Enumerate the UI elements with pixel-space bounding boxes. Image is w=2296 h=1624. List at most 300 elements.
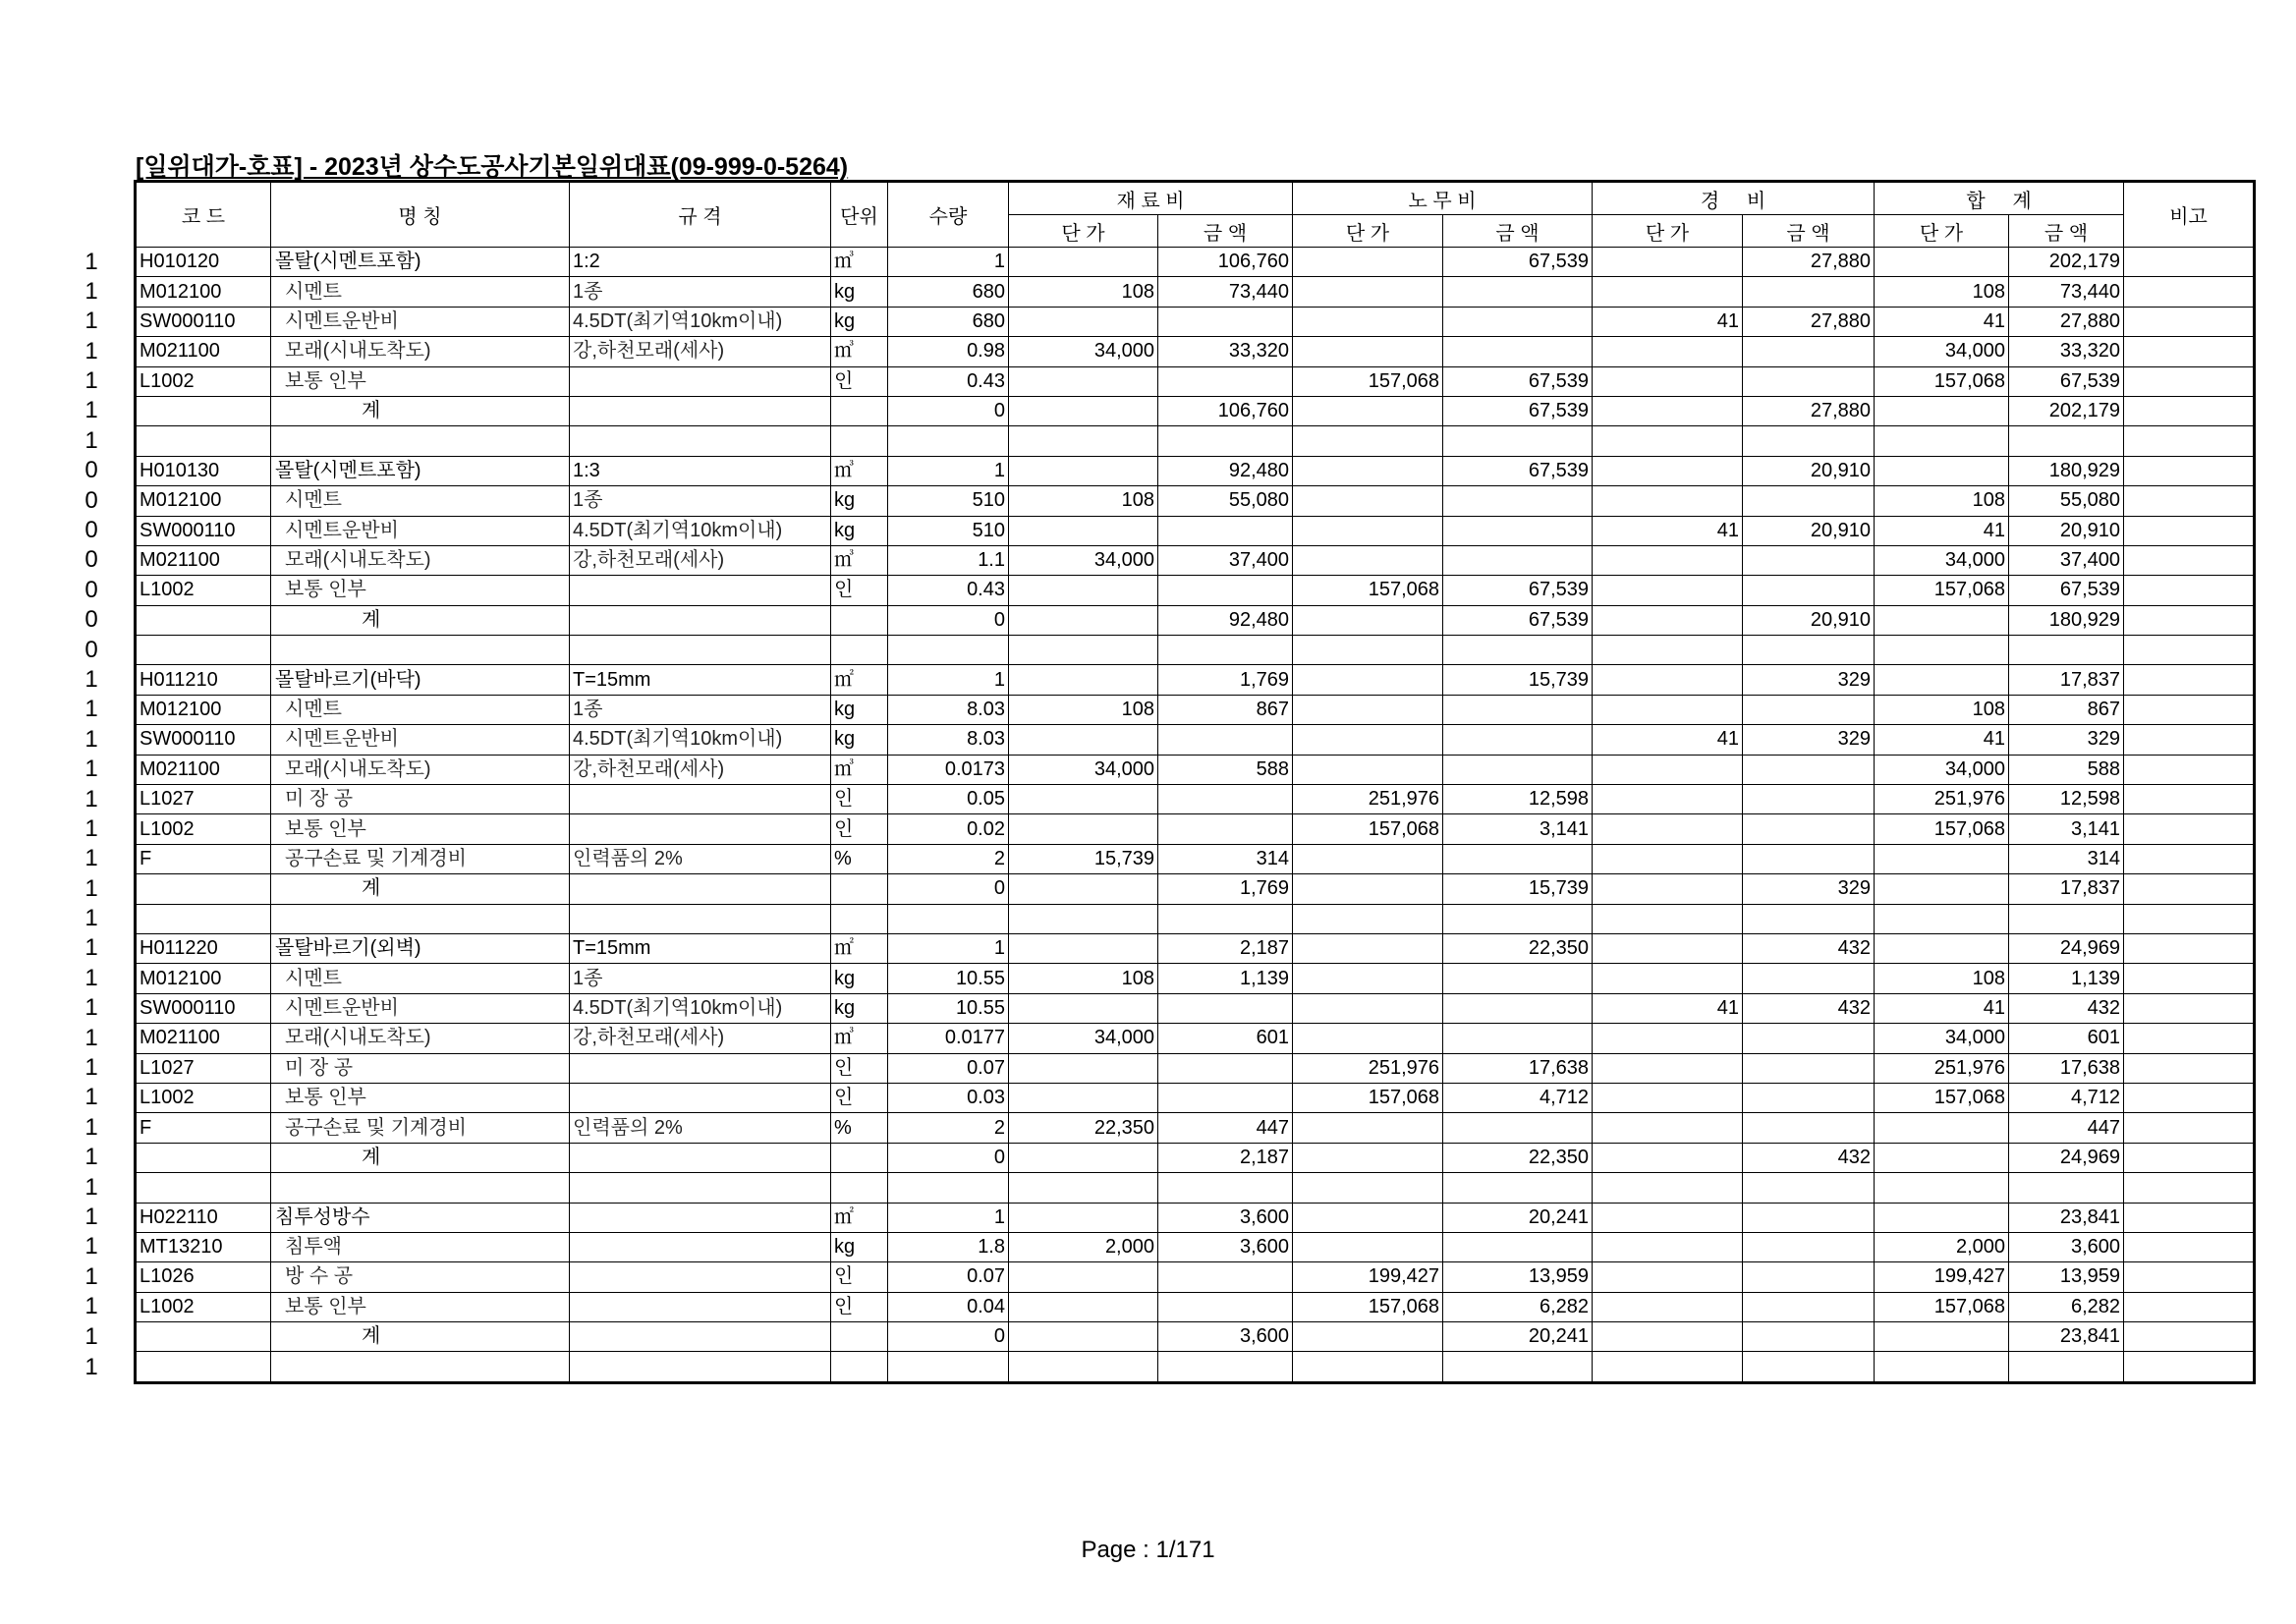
cell-expense-amount: [1743, 1173, 1875, 1203]
cell-labor-unit-price: [1293, 993, 1443, 1023]
table-row: [136, 814, 2255, 844]
cell-name: [271, 1173, 570, 1203]
cell-qty: 0: [888, 1143, 1009, 1172]
cell-name: 공구손료 및 기계경비: [271, 1113, 570, 1143]
cell-labor-amount: [1443, 486, 1593, 516]
cell-total-unit-price: [1875, 1173, 2009, 1203]
cell-material-unit-price: 108: [1009, 964, 1158, 993]
cell-material-amount: 92,480: [1158, 456, 1293, 485]
cell-unit: ㎥: [831, 248, 888, 277]
cell-labor-unit-price: [1293, 1143, 1443, 1172]
cell-labor-amount: 20,241: [1443, 1322, 1593, 1352]
cell-name: 시멘트: [271, 277, 570, 307]
cell-name: 몰탈(시멘트포함): [271, 456, 570, 485]
row-flag: 1: [84, 1024, 98, 1051]
cell-qty: 0.02: [888, 814, 1009, 844]
cell-qty: 1: [888, 456, 1009, 485]
cell-expense-unit-price: [1593, 814, 1743, 844]
cell-qty: 10.55: [888, 964, 1009, 993]
cell-remark: [2124, 1352, 2255, 1382]
cell-labor-amount: [1443, 277, 1593, 307]
row-flag: 1: [84, 1233, 98, 1260]
cell-expense-unit-price: [1593, 1113, 1743, 1143]
row-flag: 1: [84, 1084, 98, 1111]
cell-qty: 0: [888, 874, 1009, 904]
cell-expense-unit-price: [1593, 1232, 1743, 1261]
cell-total-unit-price: 108: [1875, 277, 2009, 307]
cell-name: 시멘트: [271, 964, 570, 993]
cell-name: 시멘트운반비: [271, 516, 570, 545]
cell-total-amount: 17,837: [2009, 665, 2124, 695]
header-spec: 규 격: [570, 182, 831, 248]
cell-total-amount: [2009, 1352, 2124, 1382]
blank-row: [136, 636, 2255, 665]
cell-total-amount: 329: [2009, 725, 2124, 755]
cell-spec: [570, 636, 831, 665]
cell-name: 몰탈바르기(바닥): [271, 665, 570, 695]
cell-code: [136, 1352, 271, 1382]
cell-remark: [2124, 785, 2255, 814]
cell-expense-unit-price: [1593, 636, 1743, 665]
cell-qty: 0.43: [888, 576, 1009, 605]
cell-remark: [2124, 486, 2255, 516]
cell-unit: ㎥: [831, 755, 888, 784]
cell-remark: [2124, 307, 2255, 336]
cell-labor-unit-price: 157,068: [1293, 366, 1443, 396]
cell-name: 시멘트: [271, 486, 570, 516]
cell-material-unit-price: [1009, 993, 1158, 1023]
cell-remark: [2124, 516, 2255, 545]
cell-name: 계: [271, 874, 570, 904]
cell-total-unit-price: 41: [1875, 516, 2009, 545]
cell-material-unit-price: [1009, 725, 1158, 755]
cell-total-amount: 588: [2009, 755, 2124, 784]
cell-expense-unit-price: [1593, 1352, 1743, 1382]
cell-material-amount: 106,760: [1158, 248, 1293, 277]
cell-material-amount: 1,769: [1158, 665, 1293, 695]
cell-total-amount: 27,880: [2009, 307, 2124, 336]
cell-total-amount: [2009, 426, 2124, 456]
cell-expense-unit-price: [1593, 755, 1743, 784]
row-flag: 1: [84, 964, 98, 991]
cell-spec: [570, 1203, 831, 1232]
cell-spec: 4.5DT(최기역10km이내): [570, 725, 831, 755]
cell-spec: [570, 814, 831, 844]
cell-qty: 0.07: [888, 1053, 1009, 1083]
cell-code: H010120: [136, 248, 271, 277]
cell-qty: 0.98: [888, 337, 1009, 366]
cell-remark: [2124, 426, 2255, 456]
cell-qty: 10.55: [888, 993, 1009, 1023]
cell-expense-amount: [1743, 1203, 1875, 1232]
cell-labor-unit-price: 157,068: [1293, 814, 1443, 844]
cell-total-amount: 33,320: [2009, 337, 2124, 366]
cell-code: H010130: [136, 456, 271, 485]
subtotal-row: [136, 1143, 2255, 1172]
cell-expense-amount: 329: [1743, 874, 1875, 904]
cell-expense-amount: [1743, 1113, 1875, 1143]
cell-remark: [2124, 1173, 2255, 1203]
table-row: [136, 366, 2255, 396]
table-row: [136, 1053, 2255, 1083]
cell-labor-unit-price: 157,068: [1293, 1292, 1443, 1321]
cell-total-amount: 55,080: [2009, 486, 2124, 516]
cell-name: 공구손료 및 기계경비: [271, 844, 570, 873]
cell-unit: 인: [831, 785, 888, 814]
cell-total-unit-price: 2,000: [1875, 1232, 2009, 1261]
cell-labor-unit-price: [1293, 1173, 1443, 1203]
cell-labor-amount: 67,539: [1443, 456, 1593, 485]
cell-unit: kg: [831, 486, 888, 516]
header-qty: 수량: [888, 182, 1009, 248]
cell-labor-amount: 13,959: [1443, 1262, 1593, 1292]
cell-name: 모래(시내도착도): [271, 337, 570, 366]
cell-material-amount: 37,400: [1158, 545, 1293, 575]
cell-name: 침투액: [271, 1232, 570, 1261]
cell-total-amount: 202,179: [2009, 396, 2124, 425]
cell-name: 보통 인부: [271, 576, 570, 605]
cell-spec: T=15mm: [570, 933, 831, 963]
cell-total-amount: 17,837: [2009, 874, 2124, 904]
cell-material-unit-price: [1009, 904, 1158, 933]
cell-material-unit-price: [1009, 1143, 1158, 1172]
cell-labor-amount: 20,241: [1443, 1203, 1593, 1232]
cell-qty: [888, 426, 1009, 456]
cell-labor-unit-price: [1293, 426, 1443, 456]
cell-remark: [2124, 605, 2255, 635]
cell-total-unit-price: [1875, 874, 2009, 904]
cell-total-unit-price: [1875, 248, 2009, 277]
cell-expense-unit-price: [1593, 1143, 1743, 1172]
blank-row: [136, 426, 2255, 456]
cell-expense-unit-price: [1593, 545, 1743, 575]
cell-material-unit-price: 34,000: [1009, 545, 1158, 575]
cell-material-amount: [1158, 814, 1293, 844]
cell-qty: 0.05: [888, 785, 1009, 814]
cell-total-amount: 6,282: [2009, 1292, 2124, 1321]
cell-expense-amount: 20,910: [1743, 516, 1875, 545]
cell-remark: [2124, 964, 2255, 993]
row-flag: 1: [84, 277, 98, 305]
cell-expense-amount: [1743, 366, 1875, 396]
cell-total-unit-price: [1875, 1322, 2009, 1352]
row-flag: 0: [84, 636, 98, 663]
cell-labor-unit-price: [1293, 1352, 1443, 1382]
row-flag: 1: [84, 426, 98, 454]
row-flag: 0: [84, 576, 98, 603]
cell-qty: 0.04: [888, 1292, 1009, 1321]
row-flag: 1: [84, 756, 98, 783]
cell-total-amount: 4,712: [2009, 1083, 2124, 1112]
header-material-unit-price: 단 가: [1009, 215, 1158, 248]
cell-labor-unit-price: [1293, 1232, 1443, 1261]
cell-qty: 680: [888, 307, 1009, 336]
cell-total-unit-price: 157,068: [1875, 1083, 2009, 1112]
item-header-row: [136, 456, 2255, 485]
cell-labor-unit-price: [1293, 307, 1443, 336]
cell-code: M021100: [136, 337, 271, 366]
cell-expense-amount: [1743, 1322, 1875, 1352]
row-flag: 1: [84, 1173, 98, 1201]
row-flag: 0: [84, 546, 98, 574]
cell-material-amount: 588: [1158, 755, 1293, 784]
cell-remark: [2124, 1203, 2255, 1232]
header-labor: 노 무 비: [1293, 182, 1593, 215]
cell-material-amount: 2,187: [1158, 933, 1293, 963]
cell-expense-unit-price: [1593, 1203, 1743, 1232]
cell-expense-unit-price: [1593, 785, 1743, 814]
cell-labor-unit-price: [1293, 277, 1443, 307]
cell-unit: 인: [831, 1262, 888, 1292]
cell-expense-amount: [1743, 755, 1875, 784]
cell-total-unit-price: [1875, 844, 2009, 873]
header-labor-unit-price: 단 가: [1293, 215, 1443, 248]
cell-total-unit-price: [1875, 396, 2009, 425]
cell-labor-amount: 3,141: [1443, 814, 1593, 844]
cell-name: 계: [271, 605, 570, 635]
cell-total-unit-price: 251,976: [1875, 785, 2009, 814]
cell-total-amount: 67,539: [2009, 366, 2124, 396]
row-flag: 0: [84, 457, 98, 484]
cell-labor-amount: [1443, 337, 1593, 366]
cell-remark: [2124, 636, 2255, 665]
cell-total-unit-price: 34,000: [1875, 337, 2009, 366]
item-header-row: [136, 933, 2255, 963]
cell-labor-amount: [1443, 426, 1593, 456]
cell-total-unit-price: [1875, 426, 2009, 456]
cell-material-amount: [1158, 307, 1293, 336]
cell-unit: ㎡: [831, 1203, 888, 1232]
cell-expense-amount: [1743, 814, 1875, 844]
cell-unit: kg: [831, 964, 888, 993]
cell-spec: 1종: [570, 964, 831, 993]
cell-unit: ㎥: [831, 1024, 888, 1053]
cell-material-amount: [1158, 576, 1293, 605]
cell-expense-unit-price: [1593, 277, 1743, 307]
table-row: [136, 1232, 2255, 1261]
cell-expense-amount: 27,880: [1743, 396, 1875, 425]
cell-spec: 강,하천모래(세사): [570, 755, 831, 784]
cell-material-unit-price: [1009, 814, 1158, 844]
header-total-amount: 금 액: [2009, 215, 2124, 248]
cell-unit: kg: [831, 993, 888, 1023]
cell-name: 계: [271, 396, 570, 425]
table-row: [136, 993, 2255, 1023]
cell-material-amount: [1158, 636, 1293, 665]
cell-spec: 인력품의 2%: [570, 1113, 831, 1143]
cell-total-amount: 37,400: [2009, 545, 2124, 575]
cell-qty: 510: [888, 516, 1009, 545]
row-flag: 1: [84, 665, 98, 693]
table-row: [136, 337, 2255, 366]
cell-remark: [2124, 396, 2255, 425]
cell-code: [136, 904, 271, 933]
cell-material-amount: 867: [1158, 695, 1293, 724]
cell-material-amount: 33,320: [1158, 337, 1293, 366]
cell-total-unit-price: 157,068: [1875, 576, 2009, 605]
cell-labor-amount: [1443, 844, 1593, 873]
cell-remark: [2124, 456, 2255, 485]
cell-expense-unit-price: [1593, 964, 1743, 993]
cell-material-amount: 314: [1158, 844, 1293, 873]
cell-spec: 4.5DT(최기역10km이내): [570, 307, 831, 336]
cell-code: M012100: [136, 964, 271, 993]
cell-total-unit-price: [1875, 1143, 2009, 1172]
cell-labor-unit-price: 251,976: [1293, 785, 1443, 814]
cell-total-unit-price: [1875, 1352, 2009, 1382]
cell-labor-amount: [1443, 1024, 1593, 1053]
cell-spec: [570, 1292, 831, 1321]
cell-unit: kg: [831, 277, 888, 307]
cell-labor-unit-price: [1293, 755, 1443, 784]
cell-expense-amount: 20,910: [1743, 605, 1875, 635]
cell-remark: [2124, 665, 2255, 695]
cell-name: 모래(시내도착도): [271, 1024, 570, 1053]
cell-code: H011210: [136, 665, 271, 695]
cell-expense-unit-price: [1593, 486, 1743, 516]
cell-spec: [570, 1053, 831, 1083]
cell-qty: 8.03: [888, 695, 1009, 724]
cell-expense-amount: [1743, 964, 1875, 993]
header-remark: 비고: [2124, 182, 2255, 248]
cell-expense-unit-price: [1593, 1322, 1743, 1352]
cell-labor-unit-price: [1293, 486, 1443, 516]
table-row: [136, 725, 2255, 755]
cell-total-amount: 24,969: [2009, 933, 2124, 963]
cell-material-unit-price: 34,000: [1009, 1024, 1158, 1053]
cell-expense-unit-price: [1593, 605, 1743, 635]
row-flag: 1: [84, 1293, 98, 1320]
cell-spec: [570, 904, 831, 933]
cell-labor-unit-price: [1293, 933, 1443, 963]
cell-expense-amount: 432: [1743, 993, 1875, 1023]
header-expense-amount: 금 액: [1743, 215, 1875, 248]
cell-total-amount: [2009, 904, 2124, 933]
cell-material-unit-price: [1009, 396, 1158, 425]
cell-total-amount: 180,929: [2009, 605, 2124, 635]
row-flag: 1: [84, 845, 98, 872]
cell-expense-amount: [1743, 636, 1875, 665]
cell-code: L1026: [136, 1262, 271, 1292]
cell-material-unit-price: [1009, 456, 1158, 485]
cell-material-amount: [1158, 426, 1293, 456]
cell-material-unit-price: 2,000: [1009, 1232, 1158, 1261]
cell-material-unit-price: [1009, 366, 1158, 396]
cell-total-amount: 23,841: [2009, 1322, 2124, 1352]
cell-material-unit-price: [1009, 1322, 1158, 1352]
cell-unit: [831, 636, 888, 665]
cell-labor-amount: 6,282: [1443, 1292, 1593, 1321]
cell-labor-unit-price: 157,068: [1293, 576, 1443, 605]
cell-qty: 0: [888, 396, 1009, 425]
cell-material-amount: [1158, 1292, 1293, 1321]
row-flag: 1: [84, 785, 98, 812]
cell-labor-amount: 15,739: [1443, 874, 1593, 904]
cell-material-amount: 3,600: [1158, 1232, 1293, 1261]
cell-material-amount: 3,600: [1158, 1203, 1293, 1232]
cell-labor-unit-price: 251,976: [1293, 1053, 1443, 1083]
cell-expense-amount: [1743, 486, 1875, 516]
cell-material-amount: 601: [1158, 1024, 1293, 1053]
cell-code: SW000110: [136, 993, 271, 1023]
cell-total-unit-price: [1875, 665, 2009, 695]
cell-labor-unit-price: [1293, 725, 1443, 755]
cell-material-amount: 3,600: [1158, 1322, 1293, 1352]
cell-total-unit-price: 41: [1875, 725, 2009, 755]
cell-total-unit-price: [1875, 933, 2009, 963]
cell-qty: 0.43: [888, 366, 1009, 396]
cell-expense-amount: 329: [1743, 665, 1875, 695]
cell-remark: [2124, 576, 2255, 605]
cell-expense-amount: [1743, 1292, 1875, 1321]
cell-qty: [888, 636, 1009, 665]
row-flag: 1: [84, 814, 98, 842]
cell-total-amount: 314: [2009, 844, 2124, 873]
table-row: [136, 1262, 2255, 1292]
cell-total-unit-price: 108: [1875, 486, 2009, 516]
cell-expense-amount: [1743, 545, 1875, 575]
cell-remark: [2124, 1024, 2255, 1053]
cell-code: L1027: [136, 785, 271, 814]
cell-labor-unit-price: [1293, 665, 1443, 695]
cell-qty: [888, 1173, 1009, 1203]
cell-total-amount: 1,139: [2009, 964, 2124, 993]
cell-material-unit-price: [1009, 248, 1158, 277]
cell-remark: [2124, 1322, 2255, 1352]
cell-code: L1002: [136, 366, 271, 396]
cell-spec: [570, 1322, 831, 1352]
cell-material-unit-price: [1009, 605, 1158, 635]
cell-code: [136, 1173, 271, 1203]
cell-material-amount: 1,769: [1158, 874, 1293, 904]
cell-expense-unit-price: [1593, 874, 1743, 904]
cell-total-amount: 12,598: [2009, 785, 2124, 814]
cell-code: [136, 396, 271, 425]
cell-total-unit-price: 34,000: [1875, 1024, 2009, 1053]
cell-remark: [2124, 933, 2255, 963]
row-flag: 0: [84, 606, 98, 634]
cell-remark: [2124, 1262, 2255, 1292]
cell-labor-amount: [1443, 904, 1593, 933]
cell-material-amount: 92,480: [1158, 605, 1293, 635]
cell-total-unit-price: 34,000: [1875, 755, 2009, 784]
cell-expense-amount: 432: [1743, 1143, 1875, 1172]
cell-labor-unit-price: [1293, 456, 1443, 485]
cell-total-unit-price: [1875, 636, 2009, 665]
row-flag: 1: [84, 1054, 98, 1082]
cell-name: [271, 426, 570, 456]
cell-qty: 0.07: [888, 1262, 1009, 1292]
cell-total-unit-price: 41: [1875, 993, 2009, 1023]
header-unit: 단위: [831, 182, 888, 248]
cell-remark: [2124, 993, 2255, 1023]
row-flag: 1: [84, 1144, 98, 1171]
cell-remark: [2124, 1113, 2255, 1143]
cell-remark: [2124, 1143, 2255, 1172]
cell-material-amount: 106,760: [1158, 396, 1293, 425]
cell-code: M021100: [136, 1024, 271, 1053]
cell-name: 시멘트운반비: [271, 725, 570, 755]
cell-labor-amount: 4,712: [1443, 1083, 1593, 1112]
cell-expense-unit-price: [1593, 904, 1743, 933]
cell-labor-amount: [1443, 695, 1593, 724]
cell-total-unit-price: 34,000: [1875, 545, 2009, 575]
cell-material-unit-price: [1009, 785, 1158, 814]
cell-labor-unit-price: [1293, 844, 1443, 873]
cell-spec: 1종: [570, 486, 831, 516]
cell-expense-unit-price: [1593, 1053, 1743, 1083]
cell-total-amount: 17,638: [2009, 1053, 2124, 1083]
